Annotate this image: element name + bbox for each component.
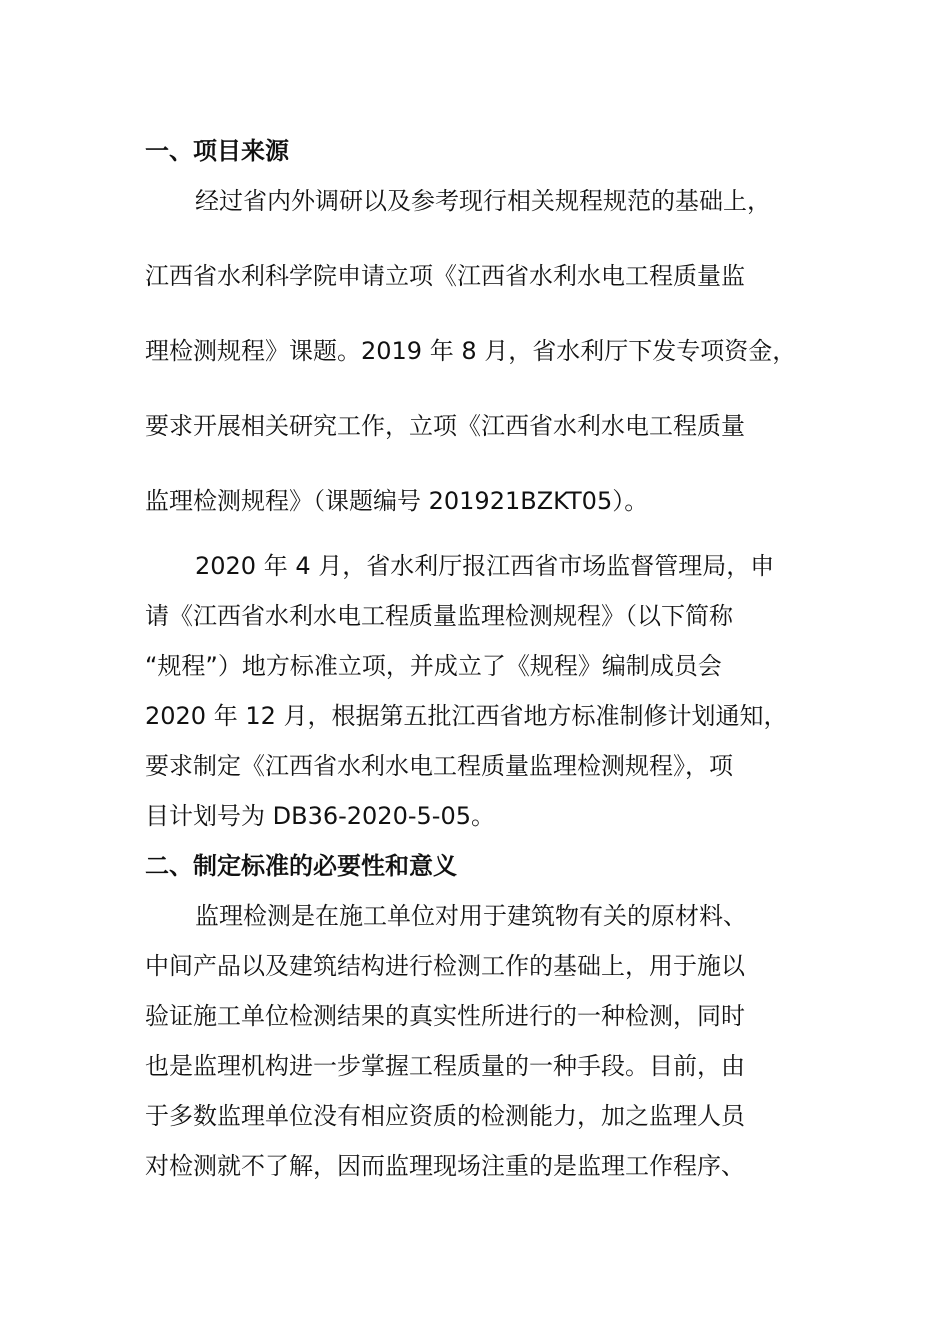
paragraph-line: 经过省内外调研以及参考现行相关规程规范的基础上， — [195, 187, 771, 215]
paragraph-line: 要求制定《江西省水利水电工程质量监理检测规程》，项 — [145, 752, 733, 780]
paragraph-line: 也是监理机构进一步掌握工程质量的一种手段。目前，由 — [145, 1052, 745, 1080]
paragraph-line: 2020 年 4 月，省水利厅报江西省市场监督管理局，申 — [195, 552, 775, 580]
paragraph-line: 2020 年 12 月，根据第五批江西省地方标准制修计划通知， — [145, 702, 788, 730]
paragraph-line: 请《江西省水利水电工程质量监理检测规程》（以下简称 — [145, 602, 733, 630]
section-heading-necessity: 二、制定标准的必要性和意义 — [145, 852, 457, 880]
paragraph-line: 要求开展相关研究工作，立项《江西省水利水电工程质量 — [145, 412, 745, 440]
paragraph-line: 中间产品以及建筑结构进行检测工作的基础上，用于施以 — [145, 952, 745, 980]
paragraph-line: 验证施工单位检测结果的真实性所进行的一种检测，同时 — [145, 1002, 745, 1030]
section-heading-project-source: 一、项目来源 — [145, 137, 289, 165]
paragraph-line: 于多数监理单位没有相应资质的检测能力，加之监理人员 — [145, 1102, 745, 1130]
paragraph-line: 监理检测是在施工单位对用于建筑物有关的原材料、 — [195, 902, 747, 930]
paragraph-line: 对检测就不了解，因而监理现场注重的是监理工作程序、 — [145, 1152, 745, 1180]
paragraph-line: 目计划号为 DB36-2020-5-05。 — [145, 802, 495, 830]
paragraph-line: 江西省水利科学院申请立项《江西省水利水电工程质量监 — [145, 262, 745, 290]
paragraph-line: 监理检测规程》（课题编号 201921BZKT05）。 — [145, 487, 649, 515]
paragraph-line: “规程”）地方标准立项，并成立了《规程》编制成员会 — [145, 652, 722, 680]
paragraph-line: 理检测规程》课题。2019 年 8 月，省水利厅下发专项资金， — [145, 337, 797, 365]
